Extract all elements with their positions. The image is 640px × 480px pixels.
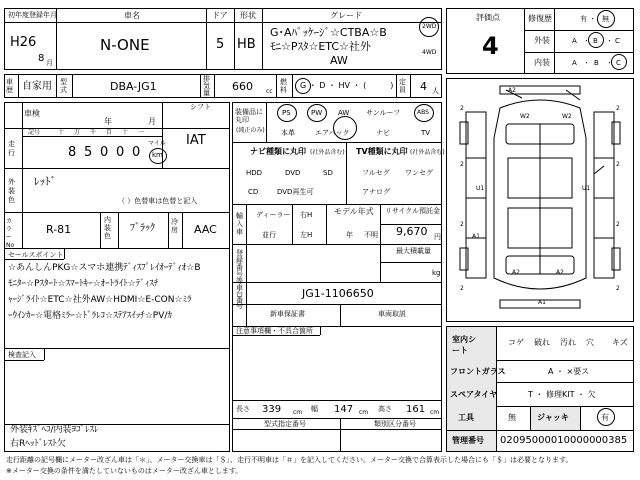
notes-line-2: 右Rﾍｯﾄﾞﾚｽﾄ欠 — [10, 439, 66, 449]
jack-label: ジャッキ — [537, 413, 569, 422]
seat-option: 破れ — [534, 338, 550, 347]
dmg-mark-a2-rear-l: A2 — [512, 269, 520, 276]
jack-value: 有 — [601, 413, 609, 422]
width-value: 147 — [334, 404, 354, 415]
odometer-unit-label: 百 — [106, 129, 113, 136]
odometer-digit: 0 — [132, 145, 141, 160]
int-b: B — [594, 59, 599, 67]
model-label: 型式 — [60, 78, 67, 94]
odometer-mark-label: 記号 — [28, 129, 41, 136]
drive-2wd: 2WD — [422, 23, 437, 30]
seat-option: コゲ — [508, 338, 524, 347]
dmg-num-1: 2 — [460, 105, 464, 112]
vin-label: 車台番号 — [236, 284, 243, 310]
equip-airbag: エアバック — [315, 129, 350, 137]
car-diagram — [446, 78, 634, 322]
width-unit: cm — [359, 409, 369, 416]
spare-tire-label: スペアタイヤ — [450, 390, 498, 399]
model-year-unit: 年 — [346, 231, 353, 239]
max-load-unit: kg — [432, 269, 441, 277]
shape-value: HB — [237, 37, 256, 52]
dmg-num-2: 2 — [616, 105, 620, 112]
dmg-num-3: 2 — [460, 161, 464, 168]
equip-abs: ABS — [417, 109, 429, 116]
equip-sunroof: サンルーフ — [366, 109, 401, 117]
equip-pw: PW — [311, 109, 323, 117]
car-name-value: N-ONE — [100, 36, 150, 54]
recycle-label: リサイクル預託金 — [385, 207, 441, 215]
spare-tire-value: T ・ 修理KIT ・ 欠 — [528, 390, 596, 399]
recycle-unit: 円 — [434, 233, 441, 241]
caution-label: 注意事項欄・不具合箇所 — [236, 327, 313, 335]
tv-fullseg: フルセグ — [362, 169, 390, 177]
ext-dot-1: ・ — [583, 37, 590, 45]
recycle-value: 9,670 — [396, 225, 428, 238]
repair-history-label: 修復歴 — [528, 14, 552, 23]
tv-sub: (社外品含む) — [410, 149, 445, 156]
registration-label: 登録番号等 — [236, 249, 243, 285]
navi-dvd-play: DVD再生可 — [277, 188, 314, 196]
front-glass-label: フロントガラス — [450, 367, 506, 376]
model-year-unknown: 不明 — [364, 231, 378, 239]
width-label: 幅 — [311, 405, 318, 413]
displacement-unit: cc — [266, 88, 273, 95]
registration-year: H26 — [10, 35, 37, 50]
registration-month: 8 — [38, 53, 45, 64]
interior-color-value: ﾌﾞﾗｯｸ — [130, 223, 155, 234]
type-spec-label: 型式指定番号 — [264, 420, 306, 428]
capacity-label: 定員 — [399, 78, 406, 94]
door-label: ドア — [212, 11, 228, 20]
import-label: 輸入車 — [236, 212, 243, 236]
sales-line-2: ﾓﾆﾀｰ☆Pｽﾀｰﾄ☆ｽﾏｰﾄｷｰ☆ｵｰﾄﾗｲﾄ☆ﾃﾞｨｽﾁ — [8, 279, 159, 289]
grade-label: グレード — [330, 11, 362, 20]
length-value: 339 — [262, 404, 282, 415]
drive-4wd: 4WD — [422, 49, 437, 56]
int-dot-2: ・ — [606, 59, 613, 67]
dmg-mark-a1-left: A1 — [472, 233, 480, 240]
seat-label: 室内シート — [452, 335, 476, 355]
height-label: 高さ — [378, 405, 392, 413]
color-number-value: R-81 — [46, 223, 72, 236]
inspection-month-unit: 月 — [148, 117, 156, 126]
odometer-label: 走行 — [8, 140, 15, 157]
use-label: 車歴 — [6, 78, 13, 94]
footer-note-1: 走行距離の記号欄にメーター改ざん車は「＊」、メーター交換車は「＄」、走行不明車は「＃」を記入してください。メーター交換で合算表示した場合にも「＄」は必要となります。 — [6, 456, 573, 464]
sales-point-label: セールスポイント — [8, 251, 64, 259]
displacement-value: 660 — [232, 80, 253, 93]
odometer-digit: 5 — [84, 145, 93, 160]
use-value: 自家用 — [22, 81, 52, 92]
equip-navi: ナビ — [376, 129, 390, 137]
ext-a: A — [572, 37, 577, 45]
equip-tv: TV — [421, 129, 431, 137]
grade-line-1: G･Aﾊﾟｯｹｰｼﾞ☆CTBA☆B — [270, 26, 387, 39]
int-a: A — [572, 59, 577, 67]
odometer-unit-label: 十 — [122, 129, 129, 136]
ac-label: 冷房 — [171, 218, 178, 234]
color-note: （ ）色替車は色替と記入 — [118, 197, 198, 205]
new-car-warranty: 新車保証書 — [270, 310, 305, 318]
capacity-value: 4 — [420, 80, 427, 93]
odometer-digit: 0 — [100, 145, 109, 160]
shape-label: 形状 — [240, 11, 256, 20]
tv-analog: アナログ — [362, 188, 390, 196]
odometer-unit-label: 十 — [58, 129, 65, 136]
dmg-mark-u1-right: U1 — [582, 185, 591, 192]
tools-label: 工具 — [458, 413, 474, 422]
score-label: 評価点 — [476, 13, 500, 22]
odometer-unit-label: 千 — [90, 129, 97, 136]
height-unit: cm — [430, 409, 440, 416]
inspection-year-unit: 年 — [104, 117, 112, 126]
management-label: 管理番号 — [452, 436, 484, 445]
odometer-mile-label: マイル — [148, 140, 166, 147]
equipment-title: 装備品に丸印 — [235, 108, 263, 124]
ext-b: B — [593, 37, 598, 45]
vin-value: JG1-1106650 — [302, 287, 374, 300]
fuel-options: G ・ D ・ HV ・ ( ) — [300, 81, 394, 90]
inspection-label: 車検 — [24, 109, 40, 118]
odometer-unit-label: 万 — [74, 129, 81, 136]
equipment-sub: (純正のみ) — [236, 127, 265, 134]
inspection-notes-label: 検査記入 — [8, 351, 36, 359]
shift-label: シフト — [190, 103, 211, 111]
vehicle-manual: 車両取説 — [378, 310, 406, 318]
int-dot-1: ・ — [583, 59, 590, 67]
score-value: 4 — [482, 32, 499, 60]
door-value: 5 — [216, 37, 225, 52]
tv-oneseg: ワンセグ — [405, 169, 433, 177]
first-registration-label: 初年度登録年月 — [8, 11, 57, 19]
interior-color-label: 内装色 — [104, 216, 111, 240]
navi-sub: (社外品含む) — [310, 149, 345, 156]
exterior-grade-label: 外装 — [534, 36, 550, 45]
color-value: ﾚｯﾄﾞ — [34, 175, 56, 188]
seat-option: 汚れ — [560, 338, 576, 347]
dmg-num-6: 2 — [616, 221, 620, 228]
dmg-mark-a2-front: A2 — [508, 87, 516, 94]
sales-line-1: ☆あんしんPKG☆スマホ連携ﾃﾞｨｽﾌﾟﾚｲｵｰﾃﾞｨｵ☆B — [8, 263, 201, 273]
dmg-mark-u1-left: U1 — [476, 185, 485, 192]
sales-line-4: ｰｳｲﾝｶｰ☆電格ﾐﾗｰ☆ﾄﾞﾗﾚｺ☆ｽﾃｱｽｲｯﾁ☆PV/ｶ — [8, 311, 172, 321]
rh-label: 右H — [300, 211, 313, 219]
interior-grade-label: 内装 — [534, 58, 550, 67]
parallel-label: 並行 — [262, 231, 276, 239]
equip-aw: AW — [338, 109, 350, 117]
seat-option: 穴 — [586, 338, 594, 347]
ext-dot-2: ・ — [606, 37, 613, 45]
dmg-mark-a1-rear: A1 — [538, 299, 546, 306]
dmg-num-8: 2 — [616, 285, 620, 292]
tools-value: 無 — [508, 413, 516, 422]
seat-option: キズ — [612, 338, 628, 347]
dmg-mark-w2-2: W2 — [562, 113, 572, 120]
dmg-mark-w2-1: W2 — [520, 113, 530, 120]
height-value: 161 — [406, 404, 426, 415]
dmg-mark-a2-rear-r: A2 — [556, 269, 564, 276]
length-unit: cm — [293, 409, 303, 416]
equip-leather: 本革 — [281, 129, 295, 137]
max-load-label: 最大積載量 — [396, 247, 431, 255]
dmg-num-5: 2 — [460, 221, 464, 228]
class-label: 類別区分番号 — [374, 420, 416, 428]
month-unit: 月 — [46, 59, 53, 67]
dealer-label: ディーラー — [256, 211, 291, 219]
navi-dvd: DVD — [285, 169, 301, 177]
fuel-label: 燃料 — [280, 78, 287, 94]
odometer-digit: 0 — [116, 145, 125, 160]
int-c: C — [616, 59, 621, 67]
repair-history-options: 有 ・ — [580, 15, 597, 23]
tv-title: TV種類に丸印 — [356, 147, 408, 156]
navi-cd: CD — [248, 188, 259, 196]
color-label: 外装色 — [8, 178, 15, 204]
ac-value: AAC — [194, 223, 217, 236]
odometer-km: km — [152, 151, 163, 159]
equip-ps: PS — [282, 109, 291, 117]
notes-line-1: 外装ｷｽﾞﾍｺ/内装ﾖｺﾞﾚｽﾚ — [10, 425, 99, 435]
odometer-digit: 8 — [68, 145, 77, 160]
displacement-label: 排気量 — [203, 75, 210, 97]
model-year-label: モデル年式 — [334, 207, 374, 216]
length-label: 長さ — [236, 405, 250, 413]
odometer-unit-label: 一 — [138, 129, 145, 136]
model-value: DBA-JG1 — [110, 80, 157, 93]
navi-sd: SD — [323, 169, 333, 177]
management-value: 02095000010000000385 — [500, 435, 628, 446]
footer-note-2: ※メーター交換の条件を満たしていないものはメーター改ざん車とします。 — [6, 467, 243, 475]
dmg-num-7: 2 — [460, 285, 464, 292]
navi-hdd: HDD — [246, 169, 263, 177]
navi-title: ナビ種類に丸印 — [250, 147, 306, 156]
lh-label: 左H — [300, 231, 313, 239]
car-name-label: 車名 — [124, 11, 140, 20]
color-number-label: カラーNo — [6, 218, 15, 249]
ext-c: C — [615, 37, 620, 45]
grade-line-2: ﾓﾆ☆Pｽﾀ☆ETC☆社外 — [270, 40, 371, 53]
dmg-num-4: 2 — [616, 161, 620, 168]
grade-line-3: AW — [330, 54, 348, 67]
capacity-unit: 人 — [432, 87, 439, 95]
sales-line-3: ｬｰｼﾞﾗｲﾄ☆ETC☆社外AW☆HDMI☆E-CON☆ﾐﾗ — [8, 295, 192, 305]
repair-history-none: 無 — [602, 15, 609, 23]
front-glass-value: A ・ ×要ス — [548, 367, 590, 376]
shift-value: IAT — [186, 133, 206, 148]
